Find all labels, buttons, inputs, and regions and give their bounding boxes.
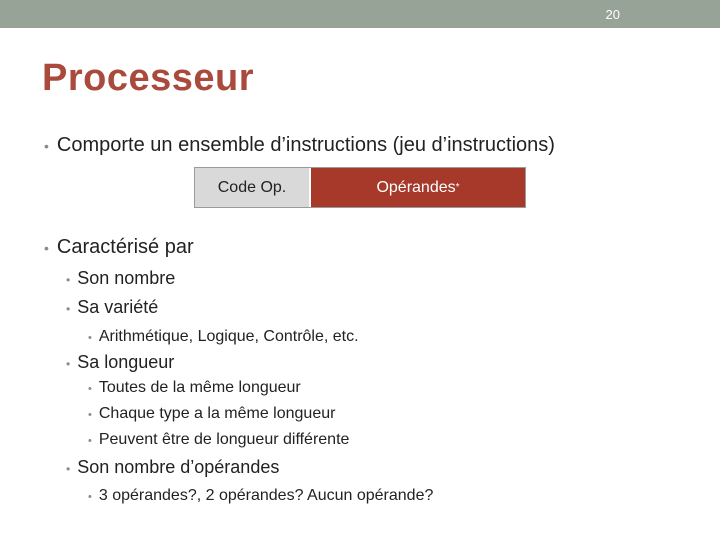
- sub-sub-bullet-item: [88, 379, 301, 397]
- sub-sub-bullet-item: [88, 405, 335, 423]
- code-op-field: Code Op.: [217, 178, 287, 196]
- sub-bullet-item: [66, 352, 174, 373]
- bullet-icon: •: [88, 409, 92, 421]
- sub-bullet-item: [66, 268, 175, 289]
- bullet-icon: •: [88, 491, 92, 503]
- bullet-icon: •: [66, 462, 71, 476]
- operandes-superscript: *: [455, 182, 460, 193]
- instruction-format-diagram: [194, 167, 526, 208]
- bullet-text: Toutes de la même longueur: [98, 379, 301, 396]
- bullet-icon: •: [66, 273, 71, 287]
- operandes-label: Opérandes: [376, 178, 456, 196]
- bullet-icon: •: [88, 383, 92, 395]
- sub-sub-bullet-item: [88, 487, 433, 505]
- sub-bullet-item: [66, 297, 158, 318]
- bullet-text: Peuvent être de longueur différente: [98, 431, 350, 448]
- bullet-text: Caractérisé par: [56, 236, 194, 258]
- bullet-text: 3 opérandes?, 2 opérandes? Aucun opérande?: [98, 487, 434, 504]
- bullet-text: Son nombre d’opérandes: [77, 457, 280, 477]
- bullet-icon: •: [66, 357, 71, 371]
- top-bar: [0, 0, 720, 28]
- slide-title: Processeur: [42, 57, 255, 99]
- bullet-icon: •: [88, 435, 92, 447]
- bullet-text: Comporte un ensemble d’instructions (jeu d’instructions): [56, 134, 555, 156]
- bullet-text: Son nombre: [77, 268, 176, 288]
- bullet-text: Chaque type a la même longueur: [98, 405, 336, 422]
- bullet-item: [44, 236, 194, 259]
- sub-sub-bullet-item: [88, 431, 349, 449]
- bullet-icon: •: [44, 138, 49, 154]
- bullet-text: Sa longueur: [77, 352, 175, 372]
- operandes-field: [309, 168, 525, 207]
- bullet-icon: •: [88, 332, 92, 344]
- bullet-text: Sa variété: [77, 297, 159, 317]
- sub-sub-bullet-item: [88, 328, 359, 346]
- bullet-icon: •: [66, 302, 71, 316]
- sub-bullet-item: [66, 457, 279, 478]
- page-number: 20: [605, 7, 620, 22]
- bullet-text: Arithmétique, Logique, Contrôle, etc.: [98, 328, 359, 345]
- bullet-item: [44, 134, 555, 157]
- bullet-icon: •: [44, 240, 49, 256]
